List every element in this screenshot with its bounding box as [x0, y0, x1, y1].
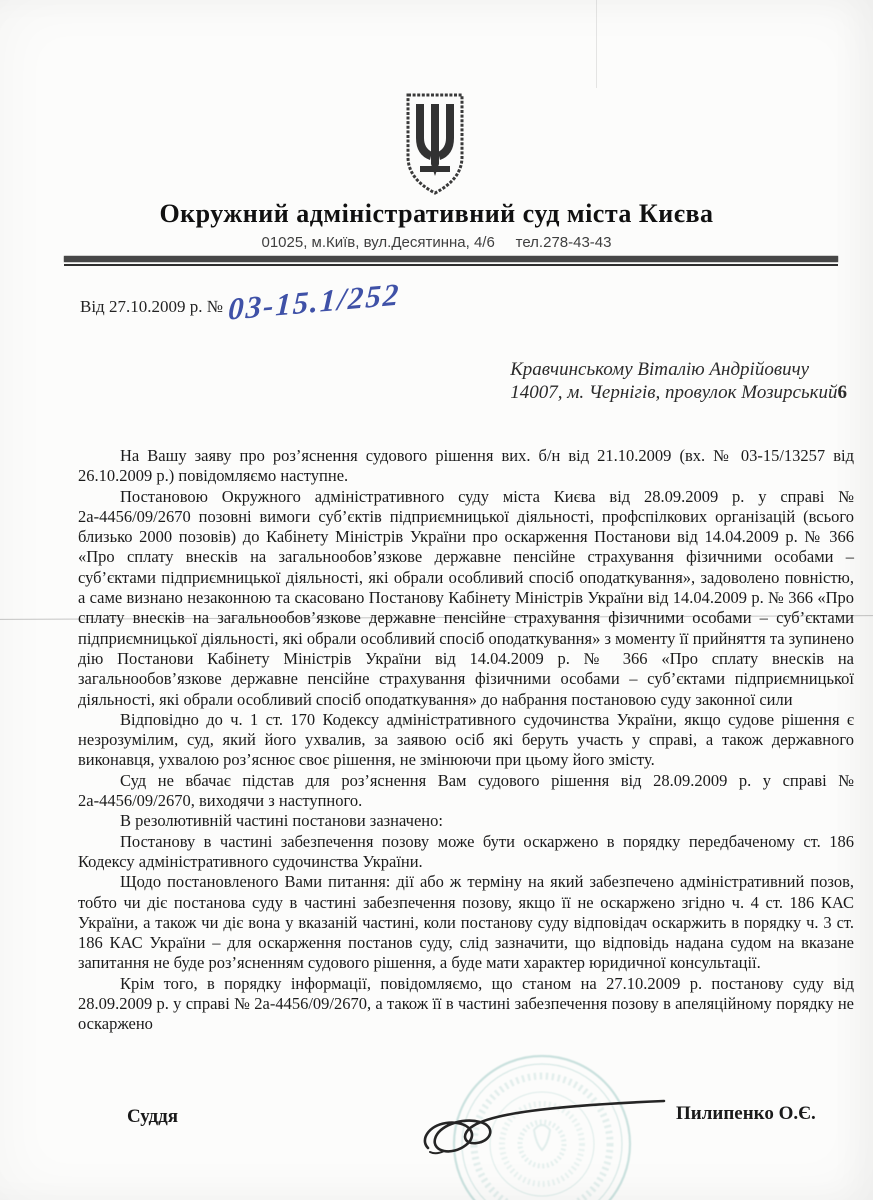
ukraine-trident-emblem-icon [404, 92, 466, 196]
scan-crease-vertical [596, 0, 597, 88]
recipient-address: 14007, м. Чернігів, провулок Мозирський6 [510, 382, 847, 403]
body-paragraph: На Вашу заяву про роз’яснення судового рішення вих. б/н від 21.10.2009 (вх. № 03-15/13257 від 26.10.2009 р.) повідомляємо наступне. [78, 446, 854, 486]
judge-title-label: Суддя [127, 1106, 179, 1127]
body-paragraph: В резолютивній частині постанови зазначено: [120, 811, 443, 831]
recipient-block [510, 358, 847, 404]
court-name-heading: Окружний адміністративний суд міста Києва [159, 199, 714, 228]
document-body [78, 446, 854, 1035]
body-paragraph: Постанову в частині забезпечення позову може бути оскаржено в порядку передбаченому ст. 186 Кодексу адміністративного судочинства України. [78, 831, 854, 871]
recipient-name: Кравчинському Віталію Андрійовичу [510, 359, 810, 380]
header-rule [64, 256, 838, 266]
reference-date-label: Від 27.10.2009 р. № [80, 297, 223, 316]
body-paragraph: Щодо постановленого Вами питання: дії або ж терміну на який забезпечено адміністративний позов, тобто чи діє постанова суду в частині забезпечення позову, якщо її не оскаржено згідно ч. 4 ст. 186 КАС України, а також чи діє вона у вказаній частині, коли постанову суду відповідач оскаржить в порядку ч. 3 ст. 186 КАС України – для оскарження постанов суду, слід зазначити, що відповідь надана судом на вказане запитання не буде роз’ясненням судового рішення, а буде мати характер юридичної консультації. [78, 872, 854, 973]
court-address-line: 01025, м.Київ, вул.Десятинна, 4/6 тел.278-43-43 [261, 234, 612, 251]
handwritten-reference-number: 03-15.1/252 [227, 276, 402, 327]
recipient-house-number: 6 [837, 382, 847, 403]
judge-signature [418, 1082, 684, 1172]
body-paragraph: Крім того, в порядку інформації, повідомляємо, що станом на 27.10.2009 р. постанову суду від 28.09.2009 р. у справі № 2а-4456/09/2670, а також її в частині забезпечення позову в апеляційному порядку не оскаржено [78, 973, 854, 1034]
body-paragraph: Постановою Окружного адміністративного суду міста Києва від 28.09.2009 р. у справі № 2а-4456/09/2670 позовні вимоги суб’єктів підприємницької діяльності, профспілкових організацій (всього близько 2000 позовів) до Кабінету Міністрів України про оскарження Постанови від 14.04.2009 р. № 366 «Про сплату внесків на загальнообов’язкове державне пенсійне страхування фізичними особами – суб’єктами підприємницької діяльності, які обрали особливий спосіб оподаткування», задоволено повністю, а саме визнано незаконною та скасовано Постанову Кабінету Міністрів України від 14.04.2009 р. № 366 «Про сплату внесків на загальнообов’язкове державне пенсійне страхування фізичними особами – суб’єктами підприємницької діяльності, які обрали особливий спосіб оподаткування» з моменту її прийняття та зупинено дію Постанови Кабінету Міністрів України від 14.04.2009 р. № 366 «Про сплату внесків на загальнообов’язкове державне пенсійне страхування фізичними особами – суб’єктами підприємницької діяльності, які обрали особливий спосіб оподаткування» до набрання постановою суду законної сили [78, 486, 854, 709]
judge-name-label: Пилипенко О.Є. [676, 1103, 816, 1124]
body-paragraph: Суд не вбачає підстав для роз’яснення Вам судового рішення від 28.09.2009 р. у справі № 2а-4456/09/2670, виходячи з наступного. [78, 770, 854, 811]
body-paragraph: Відповідно до ч. 1 ст. 170 Кодексу адміністративного судочинства України, якщо судове рішення є незрозумілим, суд, який його ухвалив, за заявою осіб які беруть участь у справі, а також державного виконавця, ухвалою роз’яснює своє рішення, не змінюючи при цьому його змісту. [78, 709, 854, 770]
